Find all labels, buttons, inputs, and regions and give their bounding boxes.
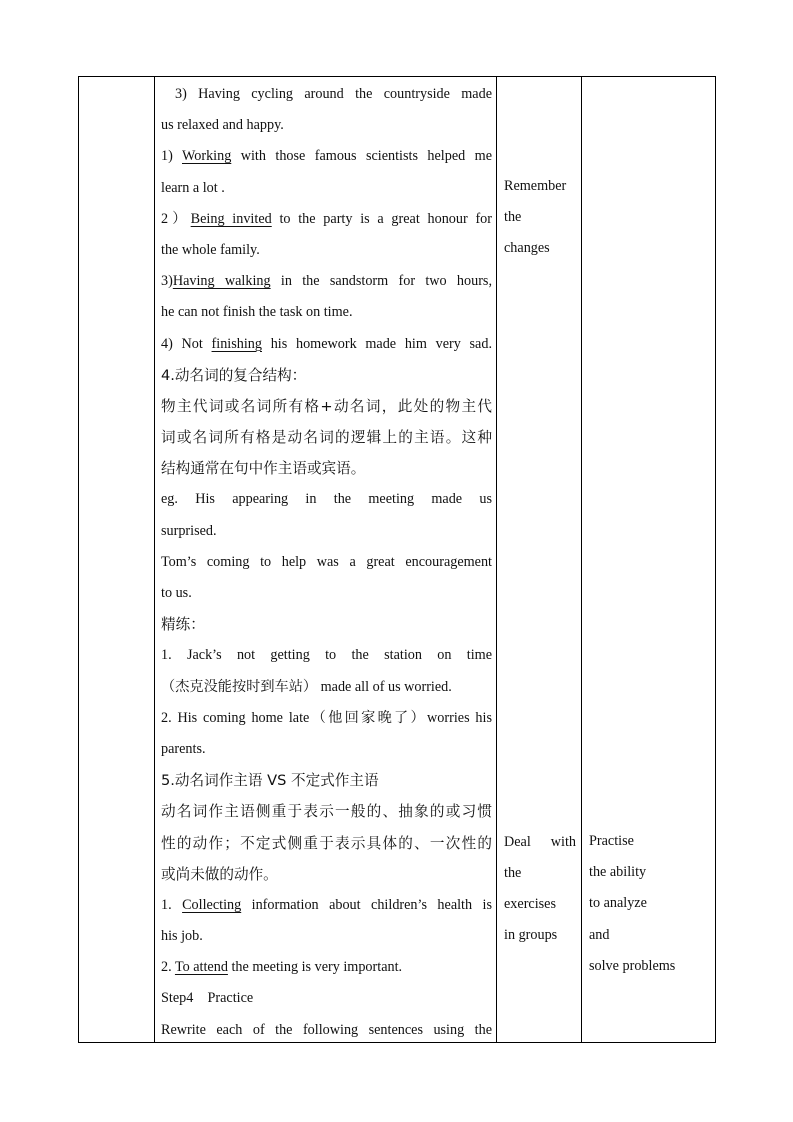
activity-text: the <box>504 209 522 226</box>
text-line: 性的动作；不定式侧重于表示具体的、一次性的 <box>161 834 492 852</box>
purpose-text: to analyze <box>589 895 647 912</box>
text-line: 3) Having cycling around the countryside made <box>175 86 492 102</box>
underlined-gerund: Working <box>182 148 232 165</box>
activity-text: Remember <box>504 178 567 194</box>
activity-text: changes <box>504 240 550 257</box>
text-line: to us. <box>161 585 192 601</box>
text-line: Tom’s coming to help was a great encouragement <box>161 553 492 570</box>
teaching-content-cell <box>155 77 497 1042</box>
example-sentence: 1. Collecting information about children’s health is <box>161 896 492 913</box>
underlined-infinitive: To attend <box>174 959 228 976</box>
activity-text: the <box>504 864 522 881</box>
text-line: us relaxed and happy. <box>161 117 284 134</box>
text-line: 或尚未做的动作。 <box>161 865 278 883</box>
activity-text: exercises <box>504 895 556 912</box>
text-line: 2. His coming home late（他回家晚了）worries his <box>161 709 492 726</box>
example-sentence: 1) Working with those famous scientists helped me <box>161 148 492 165</box>
purpose-text: the ability <box>589 864 647 881</box>
section-heading: 精练： <box>161 616 205 634</box>
purpose-text: solve problems <box>589 957 676 974</box>
purpose-text: Practise <box>589 833 634 849</box>
text-line: learn a lot . <box>161 179 225 196</box>
text-line: Rewrite each of the following sentences using the <box>161 1021 492 1038</box>
underlined-gerund: Being invited <box>190 210 272 227</box>
text-line: he can not finish the task on time. <box>161 304 353 321</box>
text-line: 词或名词所有格是动名词的逻辑上的主语。这种 <box>161 429 492 447</box>
step-heading: Step4 Practice <box>161 990 254 1007</box>
example-sentence: 3)Having walking in the sandstorm for two hours, <box>161 273 492 290</box>
lesson-table <box>78 76 716 1043</box>
text-line: his job. <box>161 928 203 945</box>
example-sentence: 4) Not finishing his homework made him very sad. <box>161 335 492 352</box>
underlined-gerund: Collecting <box>182 896 242 913</box>
text-line: 结构通常在句中作主语或宾语。 <box>161 460 366 478</box>
section-heading: 4.动名词的复合结构： <box>161 366 307 384</box>
text-line: （杰克没能按时到车站） made all of us worried. <box>161 678 452 695</box>
text-line: surprised. <box>161 522 217 539</box>
activity-text: Deal with <box>504 833 576 850</box>
text-line: parents. <box>161 740 206 757</box>
section-heading: 5.动名词作主语 VS 不定式作主语 <box>161 772 379 790</box>
underlined-gerund: finishing <box>211 335 262 352</box>
text-line: the whole family. <box>161 241 260 258</box>
activity-text: in groups <box>504 927 558 944</box>
example-sentence: 2. To attend the meeting is very important. <box>161 959 403 976</box>
example-sentence: 2）Being invited to the party is a great honour for <box>161 210 492 227</box>
student-activity-cell <box>497 77 582 1042</box>
text-line: eg. His appearing in the meeting made us <box>161 491 492 508</box>
purpose-text: and <box>589 926 610 943</box>
underlined-gerund: Having walking <box>172 273 271 290</box>
text-line: 物主代词或名词所有格+动名词，此处的物主代 <box>161 397 492 415</box>
text-line: 1. Jack’s not getting to the station on time <box>161 647 492 664</box>
text-line: 动名词作主语侧重于表示一般的、抽象的或习惯 <box>161 803 492 821</box>
purpose-cell <box>582 77 715 1042</box>
